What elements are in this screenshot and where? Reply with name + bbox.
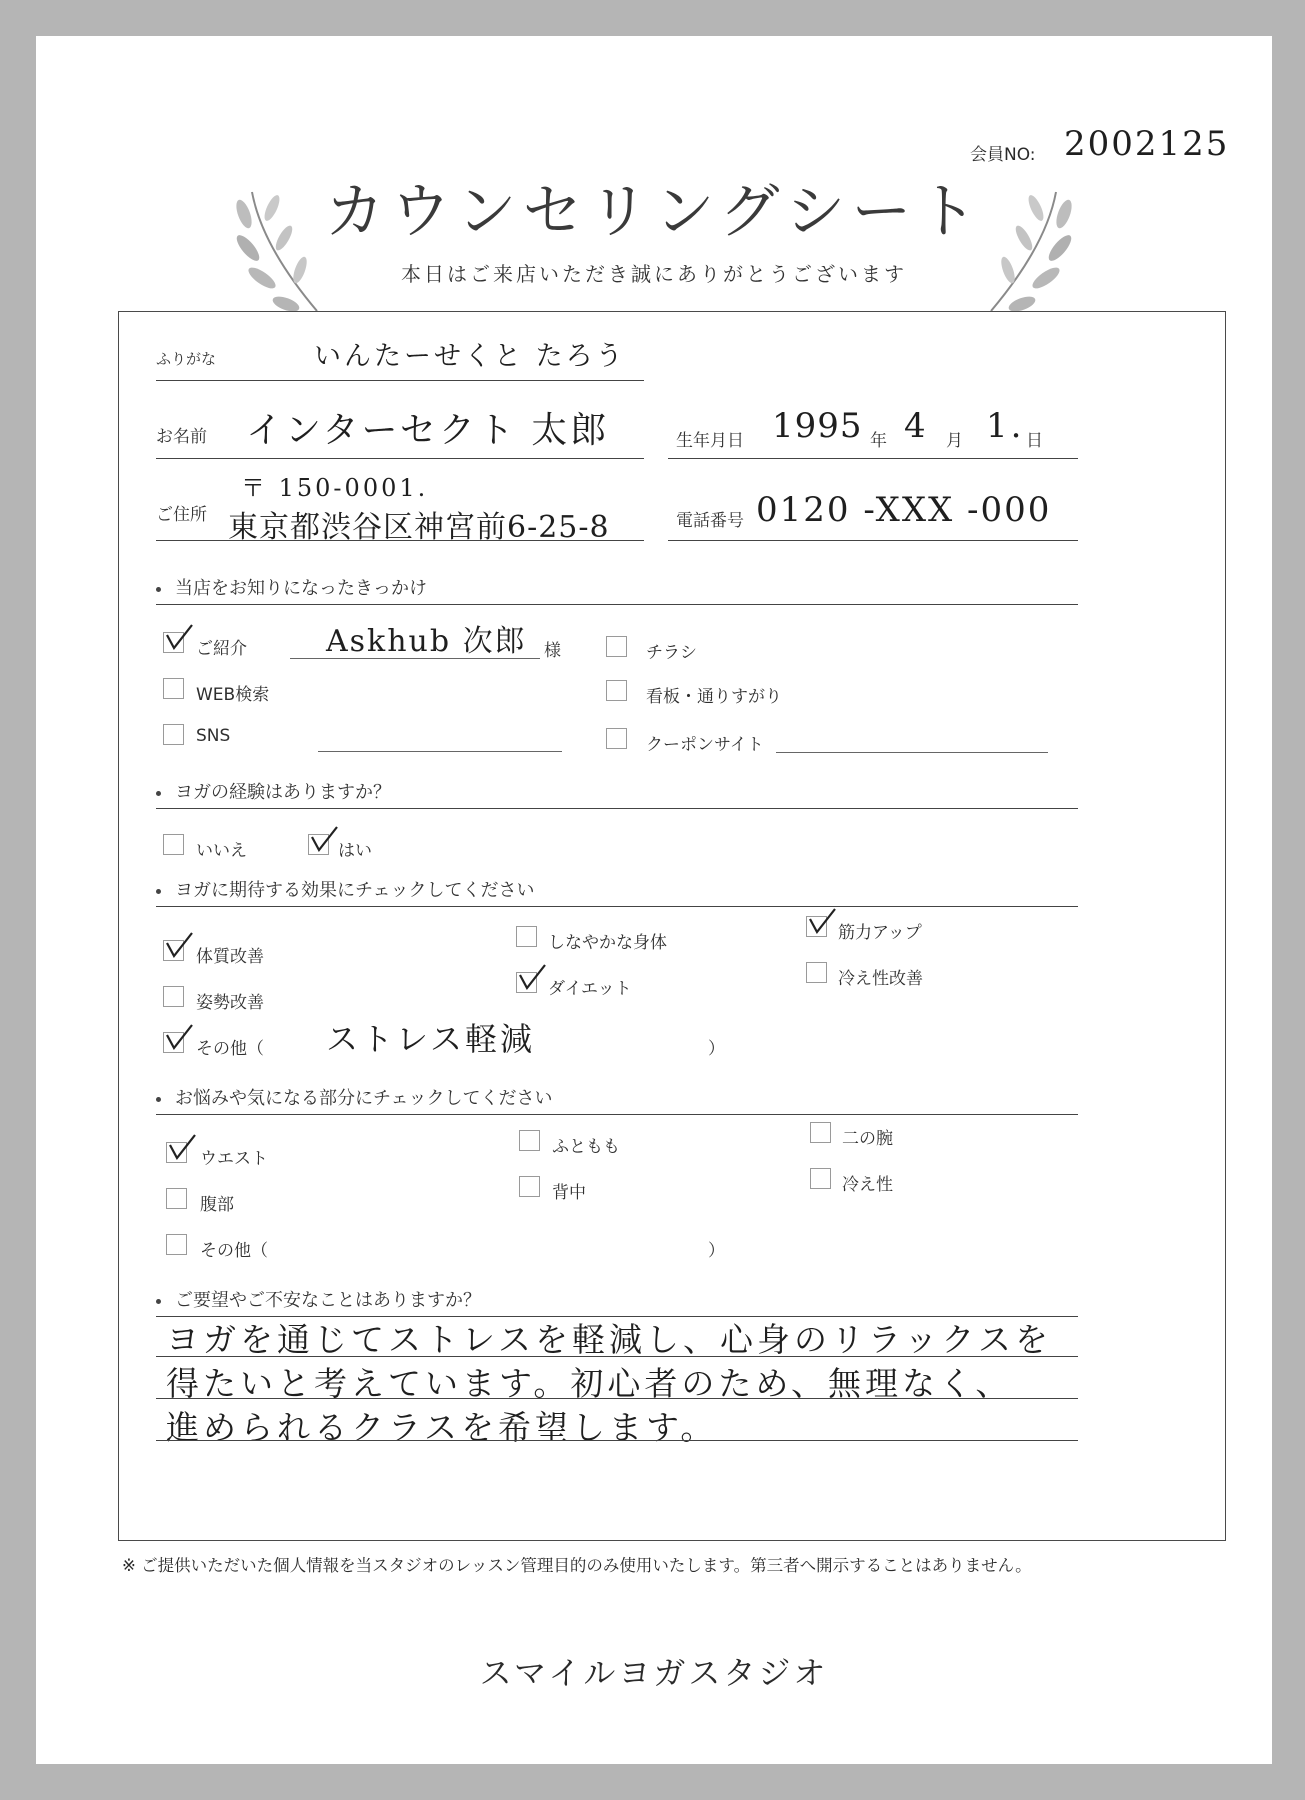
concern-other-checkbox[interactable] (166, 1234, 187, 1255)
sns-checkbox[interactable] (163, 724, 184, 745)
belly-label: 腹部 (200, 1195, 234, 1215)
yoga-experience-no-checkbox[interactable] (163, 834, 184, 855)
request-line-3: 進められるクラスを希望します。 (166, 1408, 718, 1447)
furigana-value: いんたーせくと たろう (314, 341, 626, 372)
thigh-checkbox[interactable] (519, 1130, 540, 1151)
birthdate-label: 生年月日 (676, 431, 744, 451)
constitution-checkbox[interactable] (163, 940, 184, 961)
web-search-checkbox[interactable] (163, 678, 184, 699)
birth-day-unit: 日 (1026, 431, 1043, 451)
coupon-site-label: クーポンサイト (646, 735, 764, 755)
studio-name: スマイルヨガスタジオ (479, 1654, 829, 1692)
referral-checkbox[interactable] (163, 632, 184, 653)
referral-suffix: 様 (544, 641, 561, 661)
cold-improve-checkbox[interactable] (806, 962, 827, 983)
belly-checkbox[interactable] (166, 1188, 187, 1209)
upper-arm-checkbox[interactable] (810, 1122, 831, 1143)
effect-other-label: その他（ (196, 1039, 264, 1059)
constitution-label: 体質改善 (196, 947, 264, 967)
cold-improve-label: 冷え性改善 (838, 969, 923, 989)
flexible-body-label: しなやかな身体 (548, 933, 667, 953)
member-number-value: 2002125 (1064, 124, 1230, 164)
posture-label: 姿勢改善 (196, 993, 264, 1013)
flyer-label: チラシ (646, 643, 697, 663)
yoga-experience-yes-checkbox[interactable] (308, 834, 329, 855)
privacy-footnote: ※ ご提供いただいた個人情報を当スタジオのレッスン管理目的のみ使用いたします。第三者へ開示することはありません。 (122, 1556, 1032, 1575)
signboard-label: 看板・通りすがり (646, 687, 782, 707)
birth-month-value: 4 (904, 406, 929, 446)
diet-label: ダイエット (548, 979, 632, 999)
furigana-label: ふりがな (156, 350, 217, 368)
q5-heading: ご要望やご不安なことはありますか？ (156, 1286, 481, 1312)
waist-label: ウエスト (200, 1149, 268, 1169)
q2-heading: ヨガの経験はありますか？ (156, 778, 391, 804)
sensitivity-cold-checkbox[interactable] (810, 1168, 831, 1189)
thigh-label: ふともも (552, 1137, 620, 1157)
sns-label: SNS (196, 726, 231, 746)
address-value: 東京都渋谷区神宮前6-25-8 (228, 510, 610, 545)
birth-year-value: 1995 (772, 406, 863, 446)
phone-label: 電話番号 (676, 511, 744, 531)
yoga-experience-yes-label: はい (338, 841, 372, 861)
counseling-sheet (36, 36, 1272, 1764)
postal-code-value: 〒 150-0001. (241, 474, 429, 502)
effect-other-checkbox[interactable] (163, 1032, 184, 1053)
q3-heading: ヨガに期待する効果にチェックしてください (156, 876, 534, 902)
effect-other-close: ） (708, 1039, 725, 1059)
phone-value: 0120 -XXX -000 (756, 490, 1052, 530)
q4-heading: お悩みや気になる部分にチェックしてください (156, 1084, 552, 1110)
sheet-title: カウンセリングシート (324, 177, 984, 247)
posture-checkbox[interactable] (163, 986, 184, 1007)
request-line-2: 得たいと考えています。初心者のため、無理なく、 (166, 1364, 1013, 1403)
coupon-site-checkbox[interactable] (606, 728, 627, 749)
web-search-label: WEB検索 (196, 685, 270, 705)
concern-other-label: その他（ (200, 1241, 268, 1261)
flyer-checkbox[interactable] (606, 636, 627, 657)
back-label: 背中 (552, 1183, 586, 1203)
muscle-checkbox[interactable] (806, 916, 827, 937)
back-checkbox[interactable] (519, 1176, 540, 1197)
birth-day-value: 1. (986, 406, 1025, 446)
member-number-label: 会員NO: (970, 145, 1036, 165)
signboard-checkbox[interactable] (606, 680, 627, 701)
name-label: お名前 (156, 427, 207, 447)
upper-arm-label: 二の腕 (842, 1129, 893, 1149)
birth-year-unit: 年 (870, 431, 887, 451)
waist-checkbox[interactable] (166, 1142, 187, 1163)
name-value: インターセクト 太郎 (246, 410, 610, 451)
birth-month-unit: 月 (946, 431, 963, 451)
muscle-label: 筋力アップ (838, 923, 922, 943)
referral-name-value: Askhub 次郎 (326, 624, 527, 659)
request-line-1: ヨガを通じてストレスを軽減し、心身のリラックスを (166, 1320, 1053, 1359)
sheet-subtitle: 本日はご来店いただき誠にありがとうございます (401, 262, 907, 286)
diet-checkbox[interactable] (516, 972, 537, 993)
sensitivity-cold-label: 冷え性 (842, 1175, 893, 1195)
effect-other-value: ストレス軽減 (326, 1020, 536, 1058)
referral-label: ご紹介 (196, 639, 247, 659)
flexible-body-checkbox[interactable] (516, 926, 537, 947)
concern-other-close: ） (708, 1241, 725, 1261)
address-label: ご住所 (156, 505, 207, 525)
yoga-experience-no-label: いいえ (196, 841, 247, 861)
q1-heading: 当店をお知りになったきっかけ (156, 574, 427, 600)
